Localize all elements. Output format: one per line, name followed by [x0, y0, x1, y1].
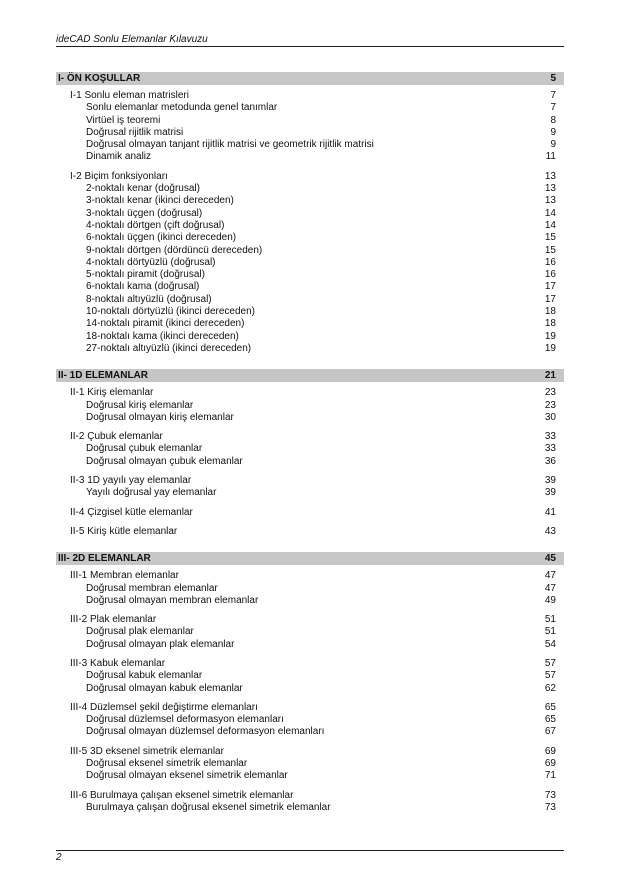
toc-item-entry: [56, 343, 564, 355]
toc-item-entry-title: Doğrusal olmayan düzlemsel deformasyon elemanları: [86, 726, 325, 738]
toc-subsection-entry: [56, 702, 564, 714]
toc-item-entry-title: 3-noktalı kenar (ikinci dereceden): [86, 195, 234, 207]
toc-item-entry-title: 18-noktalı kama (ikinci dereceden): [86, 330, 239, 342]
toc-item-entry-page: 18: [544, 318, 556, 330]
toc-section: [56, 72, 564, 355]
toc-subsection-entry-title: III-4 Düzlemsel şekil değiştirme elemanları: [70, 701, 258, 713]
toc-subsection-entry-page: 51: [544, 614, 556, 626]
toc-subsection-entry-page: 57: [544, 657, 556, 669]
toc-item-entry: [56, 281, 564, 293]
toc-subsection: [56, 614, 564, 651]
toc-subsection: [56, 431, 564, 468]
toc-item-entry-page: 23: [544, 399, 556, 411]
toc-item-entry-title: Doğrusal düzlemsel deformasyon elemanları: [86, 714, 284, 726]
toc-item-entry-title: Doğrusal rijitlik matrisi: [86, 126, 184, 138]
toc-item-entry-title: Doğrusal kiriş elemanlar: [86, 399, 194, 411]
toc-subsection: [56, 475, 564, 500]
toc-subsection: [56, 790, 564, 815]
toc-item-entry-title: 6-noktalı üçgen (ikinci dereceden): [86, 232, 237, 244]
toc-subsection-entry: [56, 507, 564, 519]
toc-subsection-entry-page: 43: [544, 525, 556, 537]
toc-item-entry: [56, 195, 564, 207]
toc-item-entry: [56, 456, 564, 468]
toc-subsection-entry-page: 47: [544, 570, 556, 582]
toc-section: [56, 369, 564, 538]
toc-item-entry-page: 18: [544, 306, 556, 318]
toc-item-entry: [56, 583, 564, 595]
toc-subsection-entry-title: III-5 3D eksenel simetrik elemanlar: [70, 745, 224, 757]
toc-item-entry-title: 9-noktalı dörtgen (dördüncü dereceden): [86, 244, 263, 256]
toc-item-entry-title: 4-noktalı dörtgen (çift doğrusal): [86, 219, 225, 231]
toc-subsection: [56, 570, 564, 607]
footer-rule: [56, 850, 564, 851]
toc-item-entry-title: 4-noktalı dörtyüzlü (doğrusal): [86, 256, 216, 268]
section-heading-page: 21: [544, 370, 556, 382]
toc-item-entry-page: 67: [544, 726, 556, 738]
toc-item-entry-title: Doğrusal olmayan eksenel simetrik elemanlar: [86, 770, 288, 782]
toc-item-entry-page: 13: [544, 183, 556, 195]
toc-subsection-entry: [56, 526, 564, 538]
toc-item-entry-title: 3-noktalı üçgen (doğrusal): [86, 207, 203, 219]
toc-subsection: [56, 746, 564, 783]
toc-item-entry-title: Doğrusal olmayan tanjant rijitlik matrisi ve geometrik rijitlik matrisi: [86, 139, 374, 151]
toc-item-entry-page: 30: [544, 411, 556, 423]
toc-item-entry-page: 15: [544, 232, 556, 244]
toc-item-entry: [56, 802, 564, 814]
toc-subsection-entry-page: 41: [544, 506, 556, 518]
toc-item-entry-title: Yayılı doğrusal yay elemanlar: [86, 487, 217, 499]
toc-subsection: [56, 90, 564, 164]
toc-item-entry: [56, 232, 564, 244]
toc-subsection-entry-title: II-3 1D yayılı yay elemanlar: [70, 475, 192, 487]
toc-item-entry-title: Doğrusal olmayan çubuk elemanlar: [86, 455, 243, 467]
toc-subsection-entry-page: 39: [544, 475, 556, 487]
toc-subsection-entry-title: I-1 Sonlu eleman matrisleri: [70, 90, 189, 101]
toc-item-entry-title: 27-noktalı altıyüzlü (ikinci dereceden): [86, 342, 252, 354]
toc-item-entry-title: 5-noktalı piramit (doğrusal): [86, 269, 205, 281]
section-heading-page: 45: [544, 553, 556, 565]
toc-item-entry-page: 65: [544, 714, 556, 726]
toc-item-entry-title: Doğrusal eksenel simetrik elemanlar: [86, 758, 248, 770]
toc-item-entry-title: 14-noktalı piramit (ikinci dereceden): [86, 318, 245, 330]
section-heading-title: I- ÖN KOŞULLAR: [58, 73, 141, 84]
toc-item-entry-page: 16: [544, 269, 556, 281]
toc-item-entry-page: 9: [550, 126, 556, 138]
toc-item-entry-page: 14: [544, 219, 556, 231]
toc-subsection-entry-title: II-2 Çubuk elemanlar: [70, 431, 163, 443]
section-heading-title: II- 1D ELEMANLAR: [58, 370, 148, 382]
toc-item-entry-title: Doğrusal olmayan kabuk elemanlar: [86, 682, 243, 694]
toc-item-entry-page: 7: [550, 102, 556, 114]
toc-item-entry-page: 17: [544, 293, 556, 305]
toc-subsection-entry: [56, 171, 564, 183]
toc-item-entry: [56, 626, 564, 638]
toc-subsection-entry-title: I-2 Biçim fonksiyonları: [70, 170, 168, 182]
toc-item-entry: [56, 306, 564, 318]
toc-item-entry-title: Burulmaya çalışan doğrusal eksenel simetrik elemanlar: [86, 801, 331, 813]
toc-item-entry: [56, 726, 564, 738]
toc-item-entry: [56, 183, 564, 195]
toc-item-entry: [56, 208, 564, 220]
toc-item-entry: [56, 683, 564, 695]
toc-item-entry-page: 62: [544, 682, 556, 694]
toc-subsection-entry: [56, 570, 564, 582]
toc-subsection-entry-title: II-5 Kiriş kütle elemanlar: [70, 525, 178, 537]
toc-item-entry: [56, 151, 564, 163]
toc-subsection: [56, 171, 564, 355]
header-rule: [56, 46, 564, 47]
toc-item-entry: [56, 714, 564, 726]
toc-item-entry-title: 8-noktalı altıyüzlü (doğrusal): [86, 293, 212, 305]
toc-item-entry: [56, 115, 564, 127]
toc-item-entry: [56, 269, 564, 281]
toc-item-entry: [56, 318, 564, 330]
toc-item-entry: [56, 257, 564, 269]
toc-subsection: [56, 702, 564, 739]
toc-subsection-entry: [56, 790, 564, 802]
page-number: 2: [56, 852, 62, 863]
section-heading-bar: [56, 369, 564, 382]
toc-item-entry-page: 8: [550, 114, 556, 126]
toc-item-entry-title: Doğrusal kabuk elemanlar: [86, 670, 203, 682]
toc-item-entry-page: 69: [544, 758, 556, 770]
toc-subsection-entry: [56, 746, 564, 758]
toc-subsection-entry: [56, 475, 564, 487]
toc-item-entry-page: 19: [544, 342, 556, 354]
toc-item-entry: [56, 220, 564, 232]
toc-item-entry-page: 57: [544, 670, 556, 682]
toc-item-entry-title: Doğrusal olmayan kiriş elemanlar: [86, 411, 234, 423]
toc-item-entry-page: 54: [544, 638, 556, 650]
toc-subsection-entry: [56, 431, 564, 443]
toc-item-entry-page: 39: [544, 487, 556, 499]
toc-item-entry-page: 11: [545, 151, 556, 163]
toc-item-entry-page: 33: [544, 443, 556, 455]
toc-subsection-entry-title: II-4 Çizgisel kütle elemanlar: [70, 506, 193, 518]
toc-subsection-entry: [56, 614, 564, 626]
toc-item-entry: [56, 245, 564, 257]
toc-item-entry: [56, 331, 564, 343]
section-heading-page: 5: [550, 73, 556, 84]
toc-item-entry: [56, 670, 564, 682]
toc-item-entry-title: Virtüel iş teoremi: [86, 114, 161, 126]
toc-subsection-entry-title: III-2 Plak elemanlar: [70, 614, 157, 626]
toc-subsection-entry: [56, 387, 564, 399]
toc-subsection-entry-page: 65: [544, 701, 556, 713]
toc-item-entry: [56, 102, 564, 114]
toc-item-entry-page: 71: [544, 770, 556, 782]
toc-subsection-entry-page: 73: [544, 789, 556, 801]
toc-subsection-entry: [56, 658, 564, 670]
toc-item-entry-page: 13: [544, 195, 556, 207]
toc-item-entry-title: Doğrusal membran elemanlar: [86, 582, 218, 594]
toc-item-entry: [56, 412, 564, 424]
toc-item-entry-page: 14: [544, 207, 556, 219]
toc-item-entry-title: 6-noktalı kama (doğrusal): [86, 281, 200, 293]
toc-item-entry-title: Sonlu elemanlar metodunda genel tanımlar: [86, 102, 278, 114]
toc-subsection-entry-page: 13: [544, 170, 556, 182]
toc-item-entry-page: 73: [544, 801, 556, 813]
toc-item-entry: [56, 294, 564, 306]
toc-item-entry-title: 2-noktalı kenar (doğrusal): [86, 183, 200, 195]
section-heading-title: III- 2D ELEMANLAR: [58, 553, 151, 565]
toc-item-entry-title: 10-noktalı dörtyüzlü (ikinci dereceden): [86, 306, 255, 318]
section-heading-bar: [56, 552, 564, 565]
table-of-contents: [56, 72, 564, 828]
toc-subsection-entry-title: III-1 Membran elemanlar: [70, 570, 179, 582]
toc-item-entry: [56, 139, 564, 151]
toc-subsection: [56, 507, 564, 519]
toc-item-entry-page: 36: [544, 455, 556, 467]
toc-subsection: [56, 387, 564, 424]
toc-item-entry-page: 51: [544, 626, 556, 638]
toc-item-entry: [56, 758, 564, 770]
toc-subsection-entry-page: 69: [544, 745, 556, 757]
toc-item-entry-title: Doğrusal plak elemanlar: [86, 626, 194, 638]
toc-item-entry-page: 15: [544, 244, 556, 256]
toc-item-entry: [56, 770, 564, 782]
toc-subsection-entry-page: 7: [550, 90, 556, 101]
toc-item-entry-title: Doğrusal çubuk elemanlar: [86, 443, 203, 455]
toc-subsection-entry-title: III-3 Kabuk elemanlar: [70, 657, 166, 669]
toc-item-entry-page: 47: [544, 582, 556, 594]
toc-item-entry: [56, 400, 564, 412]
toc-item-entry-title: Doğrusal olmayan membran elemanlar: [86, 594, 259, 606]
toc-item-entry: [56, 487, 564, 499]
toc-item-entry-title: Doğrusal olmayan plak elemanlar: [86, 638, 235, 650]
toc-subsection-entry-title: III-6 Burulmaya çalışan eksenel simetrik elemanlar: [70, 789, 294, 801]
toc-item-entry-page: 19: [544, 330, 556, 342]
toc-subsection-entry-page: 33: [544, 431, 556, 443]
toc-item-entry: [56, 639, 564, 651]
toc-item-entry-page: 49: [544, 594, 556, 606]
toc-subsection: [56, 526, 564, 538]
toc-item-entry-page: 16: [544, 256, 556, 268]
toc-item-entry: [56, 443, 564, 455]
toc-item-entry-page: 9: [550, 139, 556, 151]
toc-subsection-entry: [56, 90, 564, 102]
toc-section: [56, 552, 564, 814]
toc-item-entry-page: 17: [544, 281, 556, 293]
section-heading-bar: [56, 72, 564, 85]
toc-item-entry: [56, 595, 564, 607]
toc-item-entry: [56, 127, 564, 139]
toc-item-entry-title: Dinamik analiz: [86, 151, 152, 163]
toc-subsection-entry-page: 23: [544, 387, 556, 399]
toc-subsection-entry-title: II-1 Kiriş elemanlar: [70, 387, 154, 399]
toc-subsection: [56, 658, 564, 695]
document-header-title: ideCAD Sonlu Elemanlar Kılavuzu: [56, 34, 208, 45]
